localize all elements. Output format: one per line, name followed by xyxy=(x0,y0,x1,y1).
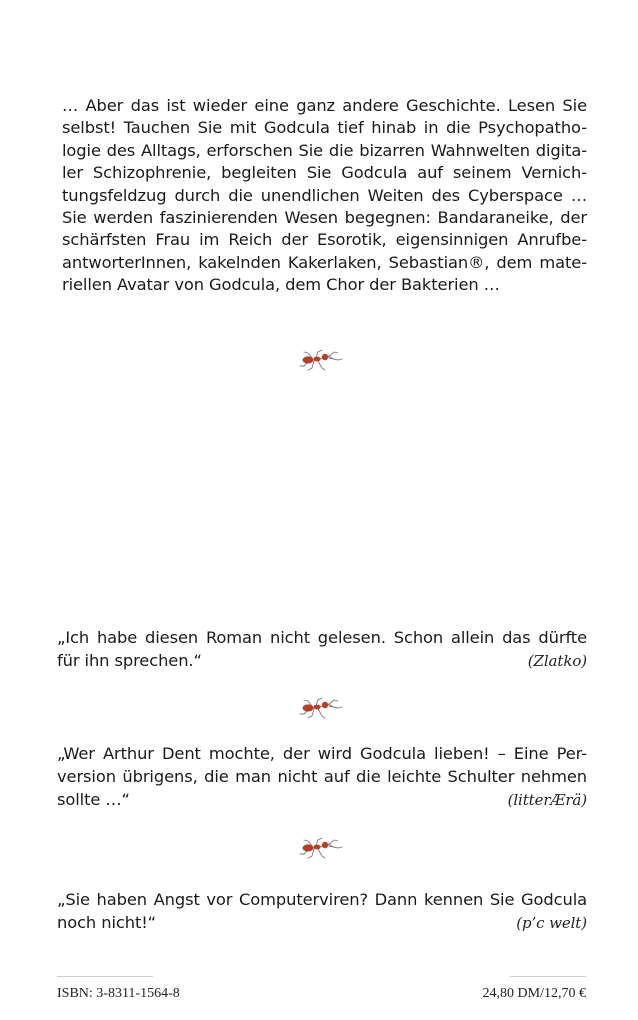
blurb-line: ler Schizophrenie, begleiten Sie Godcula auf seinem Vernich- xyxy=(62,163,587,183)
blurb-line: logie des Alltags, erforschen Sie die bizarren Wahnwelten digita- xyxy=(62,140,587,160)
blurb-line: selbst! Tauchen Sie mit Godcula tief hinab in die Psychopatho- xyxy=(62,118,587,138)
ant-icon xyxy=(298,832,344,860)
quote-line: sollte …“ xyxy=(57,790,130,809)
blurb-line: … Aber das ist wieder eine ganz andere Geschichte. Lesen Sie xyxy=(62,96,587,115)
quote-line: „Wer Arthur Dent mochte, der wird Godcula lieben! – Eine Per- xyxy=(57,744,587,763)
quote-line: für ihn sprechen.“ xyxy=(57,651,202,670)
blurb-line: Sie werden faszinierenden Wesen begegnen: Bandaraneike, der xyxy=(62,208,587,228)
quote-block xyxy=(57,626,587,673)
quote-line: „Ich habe diesen Roman nicht gelesen. Schon allein das dürfte xyxy=(57,628,587,647)
quote-source: (p’c welt) xyxy=(516,914,587,932)
quote-source: (Zlatko) xyxy=(527,652,587,670)
quote-line: version übrigens, die man nicht auf die leichte Schulter nehmen xyxy=(57,767,587,786)
ant-icon xyxy=(298,344,344,372)
blurb-line: schärfsten Frau im Reich der Esorotik, eigensinnigen Anrufbe- xyxy=(62,230,587,250)
quote-line: „Sie haben Angst vor Computerviren? Dann kennen Sie Godcula xyxy=(57,890,587,909)
footer-rule-right xyxy=(510,976,586,977)
footer-rule-left xyxy=(57,976,153,977)
quote-line: noch nicht!“ xyxy=(57,913,156,932)
blurb-line: riellen Avatar von Godcula, dem Chor der Bakterien … xyxy=(62,275,500,295)
blurb-text xyxy=(62,95,587,297)
quote-block xyxy=(57,742,587,812)
isbn-label: ISBN: 3-8311-1564-8 xyxy=(57,986,180,1001)
ant-icon xyxy=(298,692,344,720)
price-label: 24,80 DM/12,70 € xyxy=(482,986,586,1001)
blurb-line: tungsfeldzug durch die unendlichen Weiten des Cyberspace … xyxy=(62,185,587,205)
quote-source: (litterÆrä) xyxy=(507,791,587,809)
blurb-line: antworterInnen, kakelnden Kakerlaken, Sebastian®, dem mate- xyxy=(62,252,587,272)
quote-block xyxy=(57,888,587,935)
